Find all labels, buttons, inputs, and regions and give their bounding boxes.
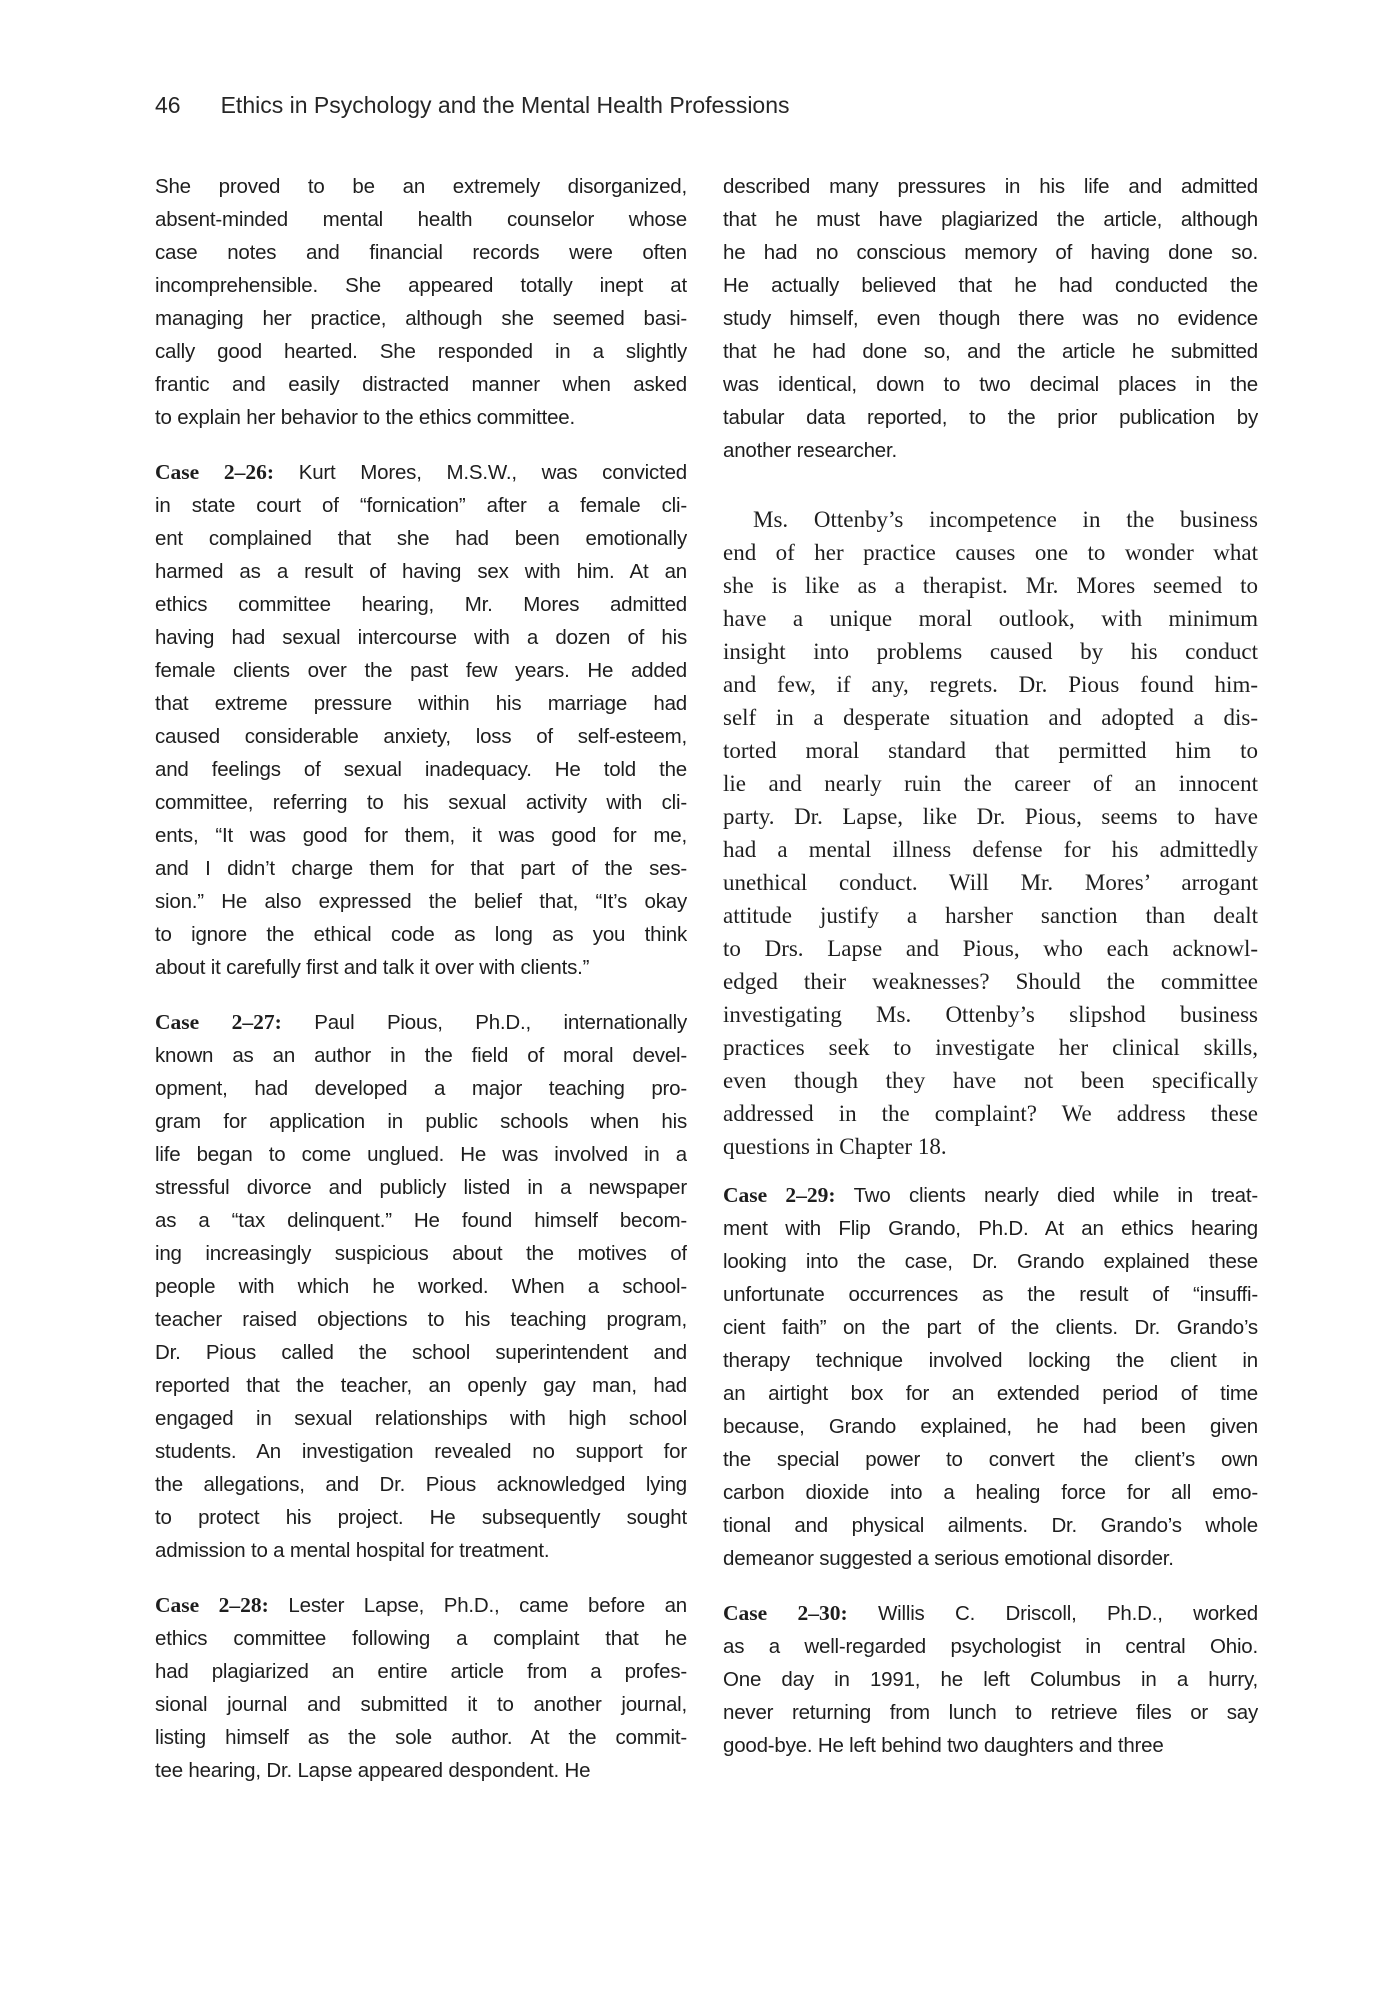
text-line: frantic and easily distracted manner when asked (155, 373, 687, 396)
text-line: carbon dioxide into a healing force for all emo- (723, 1481, 1258, 1504)
text-line: people with which he worked. When a school- (155, 1275, 687, 1298)
text-line: female clients over the past few years. He added (155, 659, 687, 682)
text-line: One day in 1991, he left Columbus in a hurry, (723, 1668, 1258, 1691)
text-line: life began to come unglued. He was involved in a (155, 1143, 687, 1166)
text-line: have a unique moral outlook, with minimum (723, 606, 1258, 631)
text-line: sional journal and submitted it to another journal, (155, 1693, 687, 1716)
text-line: had a mental illness defense for his admittedly (723, 837, 1258, 862)
text-line: Case 2–26: Kurt Mores, M.S.W., was convicted (155, 460, 687, 484)
text-line: students. An investigation revealed no support for (155, 1440, 687, 1463)
text-line: absent-minded mental health counselor whose (155, 208, 687, 231)
text-line: that he had done so, and the article he submitted (723, 340, 1258, 363)
text-line: known as an author in the field of moral devel- (155, 1044, 687, 1067)
text-line: Ms. Ottenby’s incompetence in the business (753, 507, 1258, 532)
text-line: in state court of “fornication” after a female cli- (155, 494, 687, 517)
text-line: he had no conscious memory of having done so. (723, 241, 1258, 264)
text-line: ethics committee hearing, Mr. Mores admitted (155, 593, 687, 616)
text-line: unfortunate occurrences as the result of “insuffi- (723, 1283, 1258, 1306)
text-line: and feelings of sexual inadequacy. He told the (155, 758, 687, 781)
text-line: investigating Ms. Ottenby’s slipshod business (723, 1002, 1258, 1027)
text-line: He actually believed that he had conducted the (723, 274, 1258, 297)
text-line: to protect his project. He subsequently sought (155, 1506, 687, 1529)
case-paragraph (155, 1006, 687, 1567)
text-line: ents, “It was good for them, it was good for me, (155, 824, 687, 847)
column-right (723, 170, 1258, 1784)
text-line: sion.” He also expressed the belief that, “It’s okay (155, 890, 687, 913)
text-line: never returning from lunch to retrieve files or say (723, 1701, 1258, 1724)
paragraph (723, 503, 1258, 1163)
text-line: Case 2–30: Willis C. Driscoll, Ph.D., worked (723, 1601, 1258, 1625)
text-line: admission to a mental hospital for treatment. (155, 1539, 550, 1562)
text-line: She proved to be an extremely disorganized, (155, 175, 687, 198)
paragraph (155, 170, 687, 434)
text-line: and I didn’t charge them for that part of the ses- (155, 857, 687, 880)
text-line: end of her practice causes one to wonder what (723, 540, 1258, 565)
text-line: unethical conduct. Will Mr. Mores’ arrogant (723, 870, 1258, 895)
case-paragraph (155, 1589, 687, 1787)
text-line: reported that the teacher, an openly gay man, had (155, 1374, 687, 1397)
text-line: another researcher. (723, 439, 897, 462)
text-line: insight into problems caused by his conduct (723, 639, 1258, 664)
text-line: ent complained that she had been emotionally (155, 527, 687, 550)
text-line: addressed in the complaint? We address these (723, 1101, 1258, 1126)
text-line: case notes and financial records were often (155, 241, 687, 264)
text-line: Dr. Pious called the school superintendent and (155, 1341, 687, 1364)
text-line: lie and nearly ruin the career of an innocent (723, 771, 1258, 796)
case-paragraph (155, 456, 687, 984)
text-line: gram for application in public schools when his (155, 1110, 687, 1133)
text-line: she is like as a therapist. Mr. Mores seemed to (723, 573, 1258, 598)
paragraph (723, 170, 1258, 467)
text-line: torted moral standard that permitted him to (723, 738, 1258, 763)
text-line: described many pressures in his life and admitted (723, 175, 1258, 198)
text-line: tee hearing, Dr. Lapse appeared despondent. He (155, 1759, 591, 1782)
text-line: looking into the case, Dr. Grando explained these (723, 1250, 1258, 1273)
text-line: demeanor suggested a serious emotional disorder. (723, 1547, 1174, 1570)
text-line: ethics committee following a complaint that he (155, 1627, 687, 1650)
text-line: engaged in sexual relationships with high school (155, 1407, 687, 1430)
text-line: to Drs. Lapse and Pious, who each acknowl- (723, 936, 1258, 961)
text-line: opment, had developed a major teaching pro- (155, 1077, 687, 1100)
text-line: as a “tax delinquent.” He found himself becom- (155, 1209, 687, 1232)
text-line: practices seek to investigate her clinical skills, (723, 1035, 1258, 1060)
text-line: an airtight box for an extended period of time (723, 1382, 1258, 1405)
text-line: tional and physical ailments. Dr. Grando’s whole (723, 1514, 1258, 1537)
text-line: to ignore the ethical code as long as you think (155, 923, 687, 946)
text-line: attitude justify a harsher sanction than dealt (723, 903, 1258, 928)
text-line: even though they have not been specifically (723, 1068, 1258, 1093)
text-line: ing increasingly suspicious about the motives of (155, 1242, 687, 1265)
text-line: study himself, even though there was no evidence (723, 307, 1258, 330)
text-line: was identical, down to two decimal places in the (723, 373, 1258, 396)
text-line: cient faith” on the part of the clients. Dr. Grando’s (723, 1316, 1258, 1339)
text-line: and few, if any, regrets. Dr. Pious found him- (723, 672, 1258, 697)
text-line: questions in Chapter 18. (723, 1134, 947, 1159)
text-line: listing himself as the sole author. At the commit- (155, 1726, 687, 1749)
page-number: 46 (155, 92, 181, 118)
text-line: Case 2–28: Lester Lapse, Ph.D., came before an (155, 1593, 687, 1617)
text-line: the special power to convert the client’s own (723, 1448, 1258, 1471)
text-line: caused considerable anxiety, loss of self-esteem, (155, 725, 687, 748)
case-label: Case 2–29: (723, 1183, 836, 1207)
text-line: as a well-regarded psychologist in central Ohio. (723, 1635, 1258, 1658)
text-line: that he must have plagiarized the article, although (723, 208, 1258, 231)
case-paragraph (723, 1597, 1258, 1762)
text-line: that extreme pressure within his marriage had (155, 692, 687, 715)
text-line: teacher raised objections to his teaching program, (155, 1308, 687, 1331)
case-label: Case 2–26: (155, 460, 274, 484)
case-paragraph (723, 1179, 1258, 1575)
text-line: self in a desperate situation and adopted a dis- (723, 705, 1258, 730)
book-title: Ethics in Psychology and the Mental Health Professions (220, 92, 790, 118)
text-line: Case 2–29: Two clients nearly died while in treat- (723, 1183, 1258, 1207)
case-label: Case 2–28: (155, 1593, 269, 1617)
text-line: managing her practice, although she seemed basi- (155, 307, 687, 330)
text-line: had plagiarized an entire article from a profes- (155, 1660, 687, 1683)
text-line: good-bye. He left behind two daughters and three (723, 1734, 1164, 1757)
text-line: incomprehensible. She appeared totally inept at (155, 274, 687, 297)
text-line: stressful divorce and publicly listed in a newspaper (155, 1176, 687, 1199)
text-line: ment with Flip Grando, Ph.D. At an ethics hearing (723, 1217, 1258, 1240)
text-line: therapy technique involved locking the client in (723, 1349, 1258, 1372)
text-line: edged their weaknesses? Should the committee (723, 969, 1258, 994)
text-line: about it carefully first and talk it over with clients.” (155, 956, 590, 979)
text-line: harmed as a result of having sex with him. At an (155, 560, 687, 583)
text-line: having had sexual intercourse with a dozen of his (155, 626, 687, 649)
column-left (155, 170, 687, 1809)
text-line: committee, referring to his sexual activity with cli- (155, 791, 687, 814)
text-line: to explain her behavior to the ethics committee. (155, 406, 575, 429)
running-head (155, 92, 790, 119)
text-line: Case 2–27: Paul Pious, Ph.D., internationally (155, 1010, 687, 1034)
text-line: tabular data reported, to the prior publication by (723, 406, 1258, 429)
text-line: because, Grando explained, he had been given (723, 1415, 1258, 1438)
text-line: party. Dr. Lapse, like Dr. Pious, seems to have (723, 804, 1258, 829)
case-label: Case 2–30: (723, 1601, 848, 1625)
case-label: Case 2–27: (155, 1010, 282, 1034)
text-line: the allegations, and Dr. Pious acknowledged lying (155, 1473, 687, 1496)
text-line: cally good hearted. She responded in a slightly (155, 340, 687, 363)
